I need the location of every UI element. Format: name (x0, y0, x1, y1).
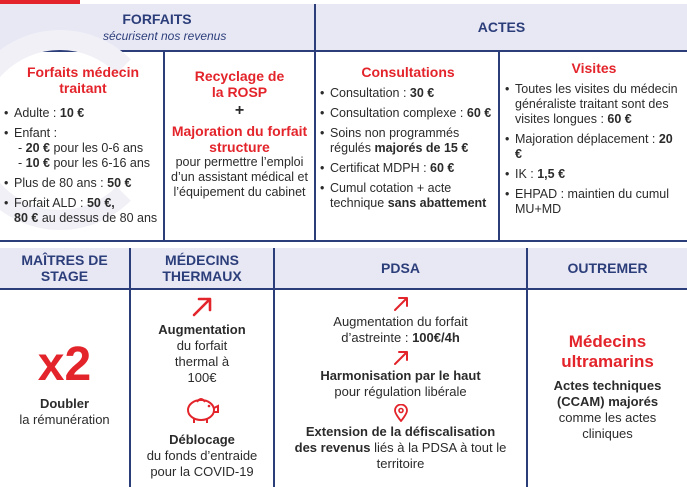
consult-item-1: • Consultation : 30 € (320, 86, 496, 101)
thermaux-text-2: du fonds d’entraide pour la COVID-19 (146, 448, 258, 479)
visite-item-4: • EHPAD : maintien du cumul MU+MD (505, 187, 683, 217)
forfaits-title: FORFAITS (122, 11, 192, 27)
consult-item-3: • Soins non programmés régulés majorés de 15 € (320, 126, 496, 156)
visites-title: Visites (571, 60, 617, 76)
forfaits-subtitle: → sécurisent nos revenus (87, 29, 227, 43)
pdsa-item-1: Augmentation du forfait d’astreinte : 100€/4h (333, 314, 468, 345)
thermaux-bold-1: Augmentation (158, 322, 246, 337)
thermaux-bold-2: Déblocage (169, 432, 235, 447)
rosp-text: pour permettre l’emploi d’un assistant médical et l’équipement du cabinet (171, 155, 308, 199)
maitres-title: MAÎTRES DE STAGE (21, 252, 108, 284)
outremer-panel (528, 332, 687, 442)
pdsa-title: PDSA (381, 260, 420, 276)
pdsa-item-3: Extension de la défiscalisation des revenus liés à la PDSA à tout le territoire (294, 424, 507, 471)
rosp-title: Recyclage de la ROSP (194, 68, 285, 100)
outremer-header (528, 248, 687, 288)
ald-item: • Forfait ALD : 50 €, (4, 196, 162, 211)
bottom-header-line (0, 288, 687, 290)
visites-panel (505, 60, 683, 222)
enfant-sub-1: - 20 € pour les 0-6 ans (18, 141, 144, 155)
consult-item-2: • Consultation complexe : 60 € (320, 106, 496, 121)
forfaits-mt-title: Forfaits médecin traitant (26, 64, 140, 96)
visite-item-1: • Toutes les visites du médecin généraliste traitant sont des visites longues : 60 € (505, 82, 683, 127)
maitres-bold: Doubler (39, 396, 90, 411)
consultations-panel (320, 64, 496, 216)
enfant-item: • Enfant : (4, 126, 162, 141)
adulte-item: • Adulte : 10 € (4, 106, 162, 121)
pdsa-item-2-bold: Harmonisation par le haut (320, 368, 481, 383)
enfant-sub-2: - 10 € pour les 6-16 ans (18, 156, 151, 170)
maitres-header (0, 248, 129, 288)
consult-item-4: • Certificat MDPH : 60 € (320, 161, 496, 176)
arrow-up-right-icon (275, 350, 526, 368)
maitres-text: la rémunération (19, 412, 110, 427)
arrow-up-right-icon (275, 296, 526, 314)
visite-item-2: • Majoration déplacement : 20 € (505, 132, 683, 162)
visite-item-3: • IK : 1,5 € (505, 167, 683, 182)
mid-line (0, 240, 687, 242)
pdsa-item-2-text: pour régulation libérale (334, 384, 467, 399)
piggy-bank-icon (131, 394, 273, 426)
rosp-title2: Majoration du forfait structure (171, 123, 308, 155)
actes-header (316, 4, 687, 50)
divider-actes-inner (498, 50, 500, 240)
thermaux-header (131, 248, 273, 288)
rosp-panel (167, 68, 312, 200)
pdsa-header (275, 248, 526, 288)
consult-item-5: • Cumul cotation + acte technique sans abattement (320, 181, 496, 211)
outremer-title: OUTREMER (567, 260, 648, 276)
x2-figure: x2 (37, 338, 92, 391)
plus80-item: • Plus de 80 ans : 50 € (4, 176, 162, 191)
outremer-bold: Actes techniques (CCAM) majorés (553, 378, 662, 409)
thermaux-text-1: du forfait thermal à 100€ (174, 338, 230, 385)
consultations-title: Consultations (361, 64, 455, 80)
ald-sub: 80 € au dessus de 80 ans (14, 211, 158, 225)
location-pin-icon (275, 404, 526, 424)
outremer-title-red: Médecins ultramarins (561, 332, 654, 371)
maitres-panel (0, 340, 129, 428)
divider-forfaits-actes (314, 4, 316, 240)
actes-title: ACTES (477, 19, 526, 35)
outremer-text: comme les actes cliniques (558, 410, 657, 441)
rosp-plus: + (234, 102, 245, 119)
divider-forfaits-inner (163, 50, 165, 240)
forfaits-mt-panel (4, 64, 162, 226)
arrow-up-right-icon (131, 296, 273, 322)
thermaux-title: MÉDECINS THERMAUX (162, 252, 242, 284)
thermaux-panel (131, 296, 273, 480)
pdsa-panel (275, 296, 526, 472)
